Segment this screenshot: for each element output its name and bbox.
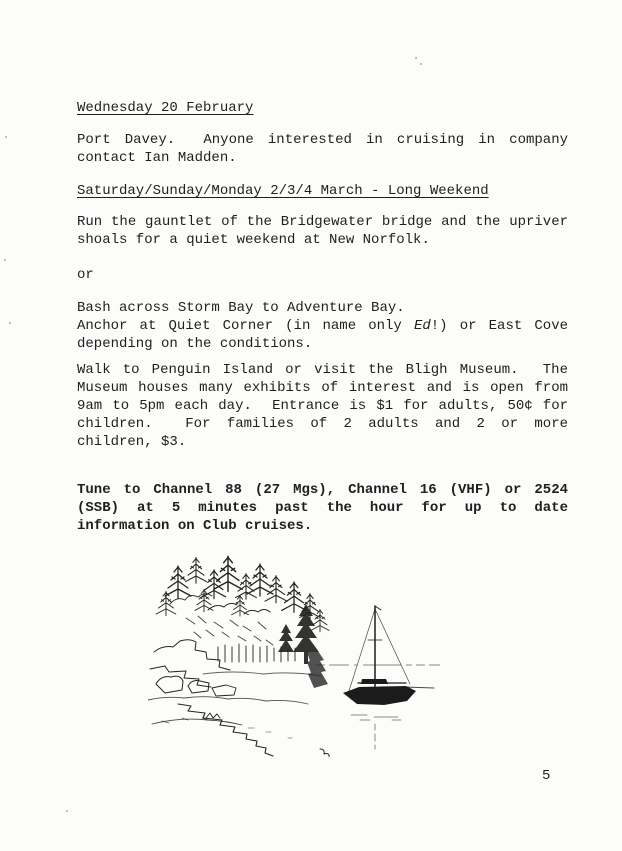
scan-speck bbox=[415, 57, 417, 59]
page-number: 5 bbox=[542, 768, 551, 784]
scan-speck bbox=[4, 259, 6, 261]
island-dark-conifers bbox=[278, 604, 328, 688]
para-museum: Walk to Penguin Island or visit the Bligh Museum. The Museum houses many exhibits of interest and is open from 9am to 5pm each day. Entrance is $1 for adults, 50¢ for children. For families of 2 adults and 2 or more children, $3. bbox=[77, 362, 568, 450]
para-bridgewater: Run the gauntlet of the Bridgewater bridge and the upriver shoals for a quiet weekend at New Norfolk. bbox=[77, 214, 568, 248]
sailboat bbox=[343, 606, 434, 749]
para-port-davey: Port Davey. Anyone interested in cruising in company contact Ian Madden. bbox=[77, 132, 568, 166]
para-anchor-pre: Anchor at Quiet Corner (in name only bbox=[77, 318, 414, 334]
para-or: or bbox=[77, 267, 94, 283]
scan-speck bbox=[420, 63, 422, 65]
heading-wednesday: Wednesday 20 February bbox=[77, 100, 254, 116]
para-anchor-editor-note: Ed bbox=[413, 318, 431, 334]
para-anchor bbox=[77, 317, 568, 353]
scan-speck bbox=[5, 136, 7, 138]
scan-speck bbox=[9, 322, 11, 324]
island-sailboat-illustration bbox=[148, 552, 448, 757]
para-anchor-post: !) or East Cove depending on the conditions. bbox=[77, 318, 568, 352]
scan-speck bbox=[66, 810, 68, 812]
heading-march-weekend: Saturday/Sunday/Monday 2/3/4 March - Long Weekend bbox=[77, 183, 489, 199]
island-sketch-lines bbox=[148, 594, 329, 757]
para-storm-bay: Bash across Storm Bay to Adventure Bay. bbox=[77, 300, 405, 316]
para-radio-schedule: Tune to Channel 88 (27 Mgs), Channel 16 (VHF) or 2524 (SSB) at 5 minutes past the hour for up to date information on Club cruises. bbox=[77, 482, 568, 534]
